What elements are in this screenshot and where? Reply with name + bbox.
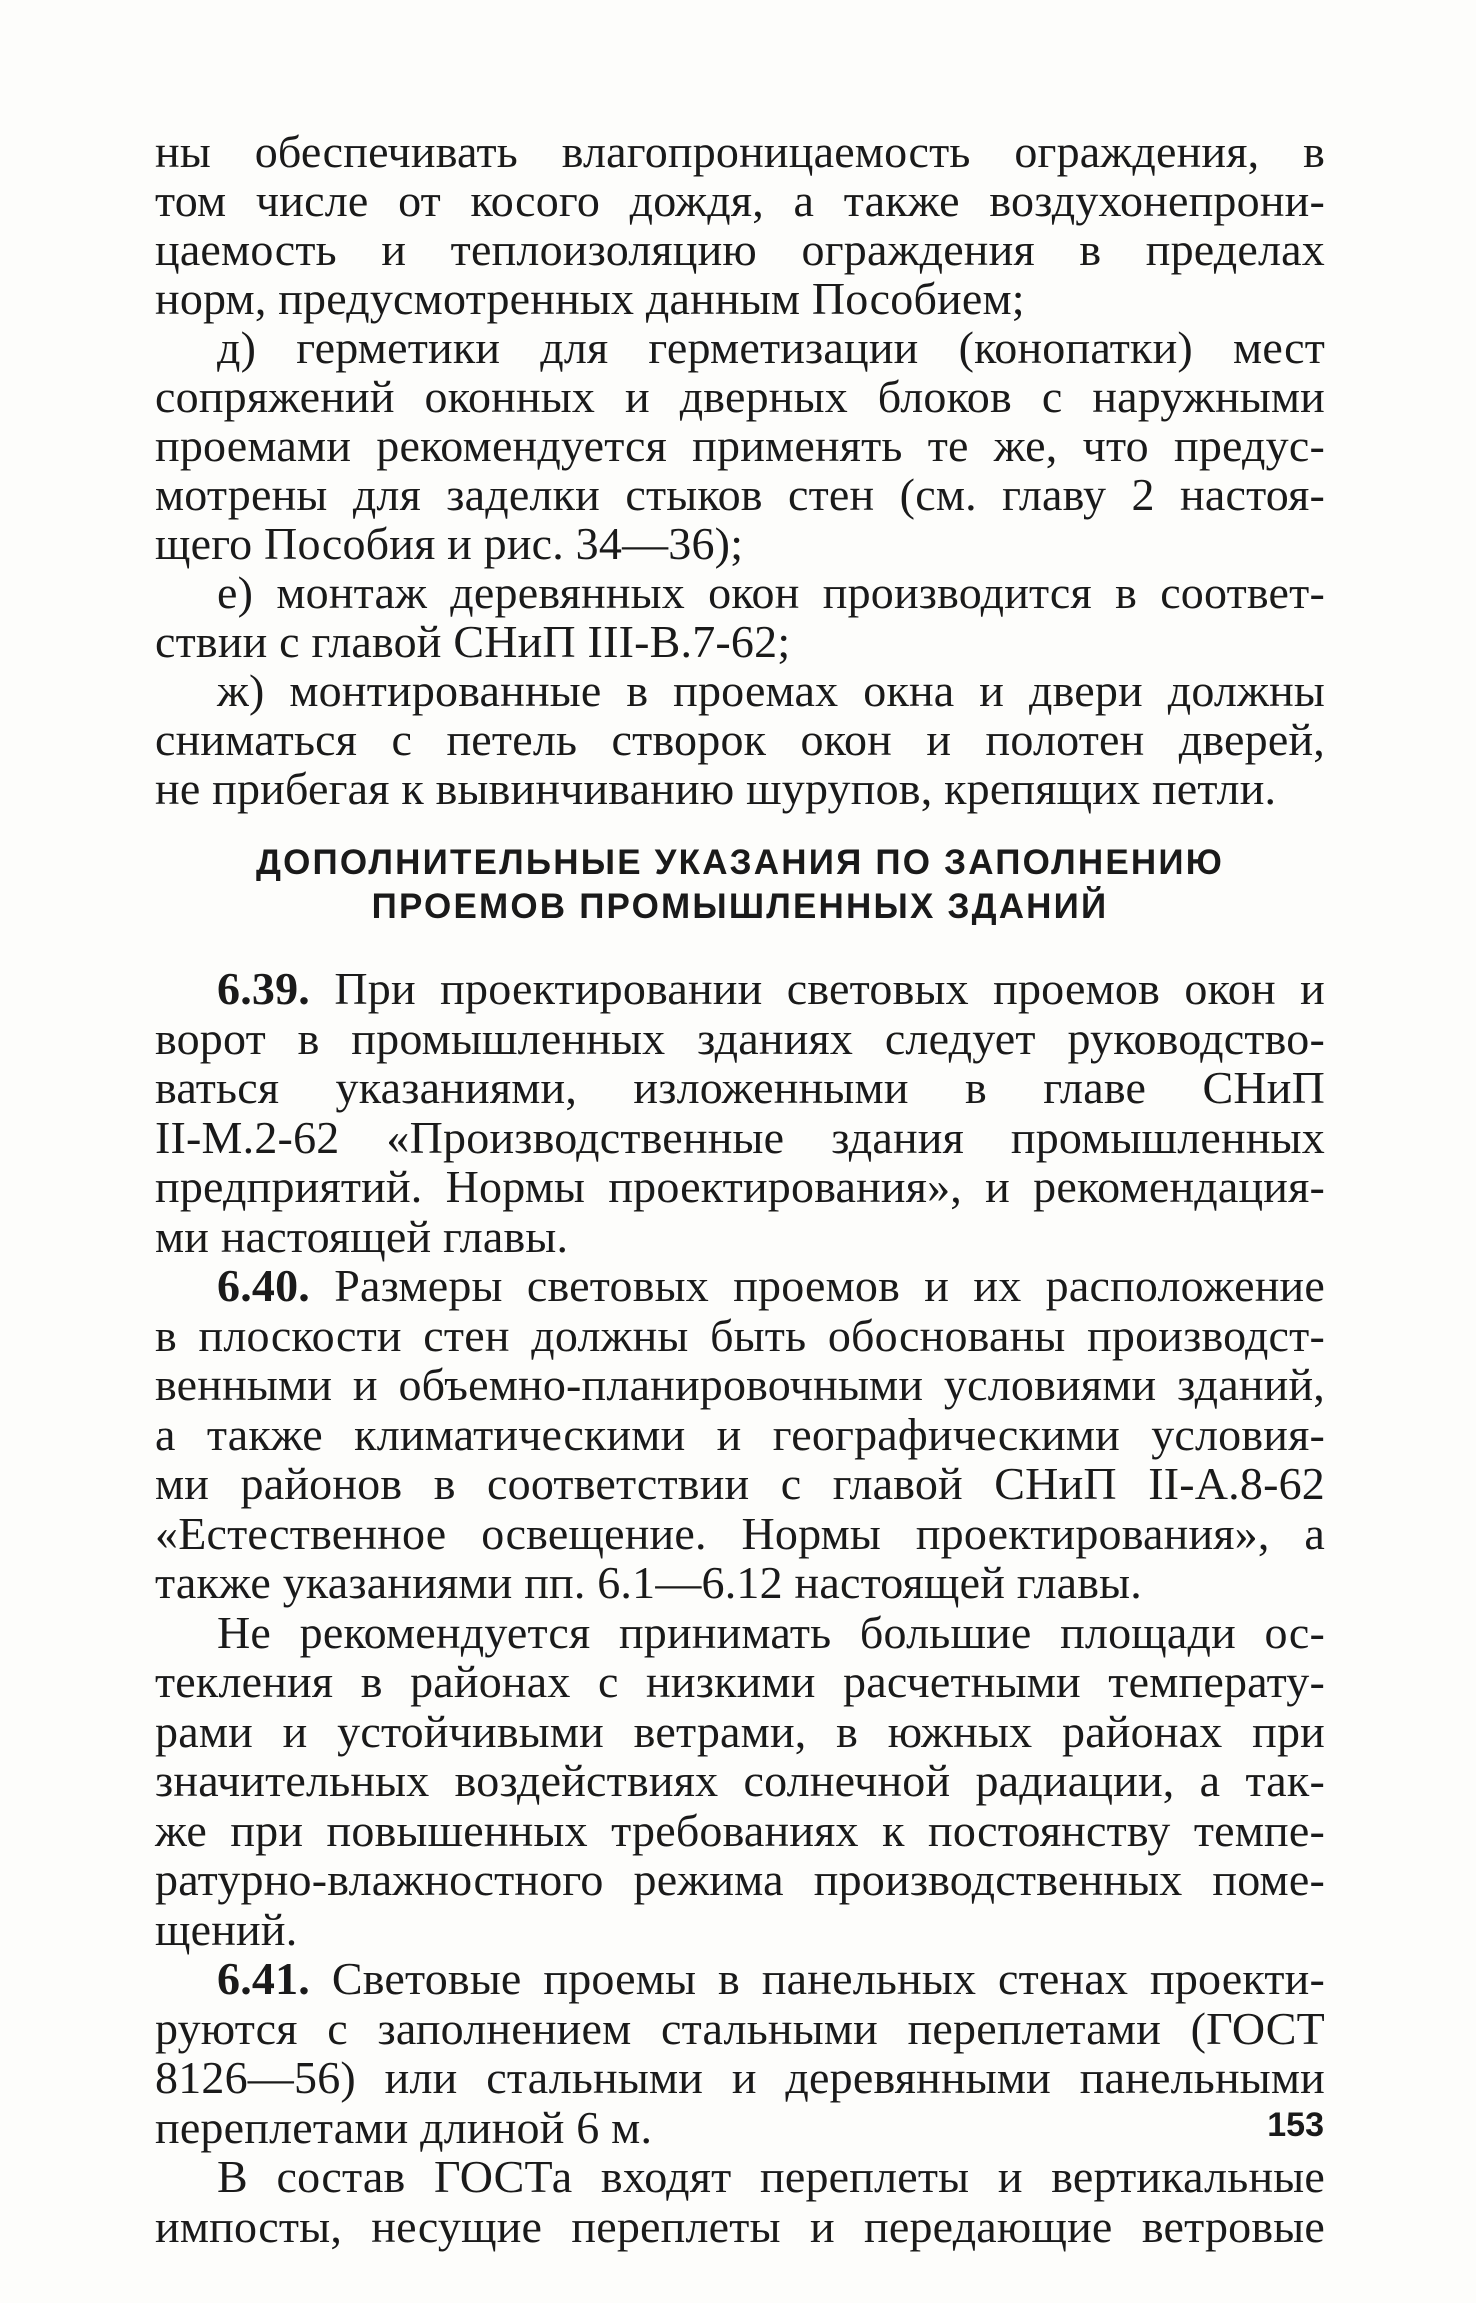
- text-line: [217, 2153, 1325, 2201]
- text-line: [155, 1856, 1325, 1904]
- text-line: [155, 275, 1325, 323]
- line-text: а также климатическими и географическими условия-: [155, 1408, 1325, 1460]
- line-text: Не рекомендуется принимать большие площади ос-: [217, 1606, 1325, 1658]
- line-text: венными и объемно-планировочными условиями зданий,: [155, 1359, 1325, 1410]
- line-text: также указаниями пп. 6.1—6.12 настоящей главы.: [155, 1557, 1142, 1608]
- text-line: [155, 1210, 1325, 1262]
- heading-line: ПРОЕМОВ ПРОМЫШЛЕННЫХ ЗДАНИЙ: [371, 887, 1109, 926]
- text-line: [155, 1507, 1325, 1559]
- text-line: [155, 520, 1325, 568]
- clause-number: 6.39.: [217, 963, 310, 1014]
- line-text: норм, предусмотренных данным Пособием;: [155, 273, 1025, 324]
- line-text: щений.: [155, 1903, 298, 1955]
- line-text: не прибегая к вывинчиванию шурупов, крепящих петли.: [155, 763, 1277, 814]
- text-line: [217, 965, 1325, 1013]
- text-line: [155, 716, 1325, 764]
- line-text: В состав ГОСТа входят переплеты и вертикальные: [217, 2151, 1325, 2202]
- line-text: щего Пособия и рис. 34—36);: [155, 518, 744, 569]
- heading-line: ДОПОЛНИТЕЛЬНЫЕ УКАЗАНИЯ ПО ЗАПОЛНЕНИЮ: [255, 843, 1225, 882]
- text-line: [217, 1606, 1325, 1658]
- line-text: импосты, несущие переплеты и передающие ветровые: [155, 2200, 1325, 2252]
- line-text: том числе от косого дождя, а также воздухонепрони-: [155, 175, 1325, 226]
- line-text: руются с заполнением стальными переплетами (ГОСТ: [155, 2002, 1325, 2054]
- line-text: 8126—56) или стальными и деревянными панельными: [155, 2052, 1325, 2103]
- line-text: сопряжений оконных и дверных блоков с наружными: [155, 371, 1325, 422]
- line-text: проемами рекомендуется применять те же, что предус-: [155, 420, 1325, 471]
- line-text: При проектировании световых проемов окон и: [310, 963, 1325, 1014]
- line-text: рами и устойчивыми ветрами, в южных районах при: [155, 1705, 1325, 1757]
- line-text: ми районов в соответствии с главой СНиП II-А.8-62: [155, 1458, 1325, 1509]
- page-number: 153: [1267, 2106, 1324, 2144]
- text-line: [155, 765, 1325, 813]
- line-text: сниматься с петель створок окон и полотен дверей,: [155, 714, 1325, 765]
- text-line: [217, 324, 1325, 372]
- text-line: [217, 1262, 1325, 1310]
- text-line: [155, 373, 1325, 421]
- text-line: [217, 569, 1325, 617]
- line-text: д) герметики для герметизации (конопатки) мест: [217, 322, 1325, 373]
- text-line: [155, 1012, 1325, 1064]
- text-line: [155, 2002, 1325, 2054]
- text-line: [155, 177, 1325, 225]
- line-text: ж) монтированные в проемах окна и двери должны: [217, 665, 1325, 716]
- text-line: [155, 1903, 1325, 1955]
- text-line: [155, 2101, 1325, 2153]
- text-line: [155, 1064, 1325, 1112]
- text-line: [155, 1309, 1325, 1361]
- line-text: II-М.2-62 «Производственные здания промышленных: [155, 1111, 1325, 1163]
- text-line: [155, 422, 1325, 470]
- line-text: ны обеспечивать влагопроницаемость ограждения, в: [155, 126, 1325, 177]
- line-text: в плоскости стен должны быть обоснованы производст-: [155, 1309, 1325, 1361]
- line-text: е) монтаж деревянных окон производится в соответ-: [217, 567, 1325, 618]
- line-text: ратурно-влажностного режима производственных поме-: [155, 1854, 1325, 1905]
- line-text: предприятий. Нормы проектирования», и рекомендация-: [155, 1161, 1325, 1212]
- text-line: [155, 1111, 1325, 1163]
- line-text: Размеры световых проемов и их расположение: [310, 1260, 1325, 1311]
- text-line: [217, 667, 1325, 715]
- line-text: Световые проемы в панельных стенах проекти-: [310, 1953, 1325, 2004]
- line-text: цаемость и теплоизоляцию ограждения в пределах: [155, 224, 1325, 275]
- text-line: [155, 1705, 1325, 1757]
- line-text: ваться указаниями, изложенными в главе СНиП: [155, 1062, 1325, 1113]
- text-line: [155, 2200, 1325, 2252]
- text-line: [155, 128, 1325, 176]
- line-text: текления в районах с низкими расчетными температу-: [155, 1656, 1325, 1707]
- clause-number: 6.41.: [217, 1953, 310, 2004]
- text-line: [155, 1460, 1325, 1508]
- text-line: [155, 1361, 1325, 1409]
- line-text: мотрены для заделки стыков стен (см. главу 2 настоя-: [155, 469, 1325, 520]
- line-text: значительных воздействиях солнечной радиации, а так-: [155, 1755, 1325, 1806]
- text-line: [155, 1408, 1325, 1460]
- text-line: [155, 1559, 1325, 1607]
- text-line: [155, 1163, 1325, 1211]
- text-line: [217, 1955, 1325, 2003]
- text-line: [155, 618, 1325, 666]
- text-line: [155, 226, 1325, 274]
- line-text: ворот в промышленных зданиях следует руководство-: [155, 1012, 1325, 1064]
- text-line: [155, 471, 1325, 519]
- line-text: же при повышенных требованиях к постоянству темпе-: [155, 1804, 1325, 1856]
- line-text: переплетами длиной 6 м.: [155, 2101, 653, 2153]
- clause-number: 6.40.: [217, 1260, 310, 1311]
- line-text: ствии с главой СНиП III-В.7-62;: [155, 616, 791, 667]
- line-text: «Естественное освещение. Нормы проектирования», а: [155, 1507, 1325, 1559]
- text-line: [155, 1757, 1325, 1805]
- text-line: [155, 1804, 1325, 1856]
- line-text: ми настоящей главы.: [155, 1210, 569, 1262]
- text-line: [155, 2054, 1325, 2102]
- text-line: [155, 1658, 1325, 1706]
